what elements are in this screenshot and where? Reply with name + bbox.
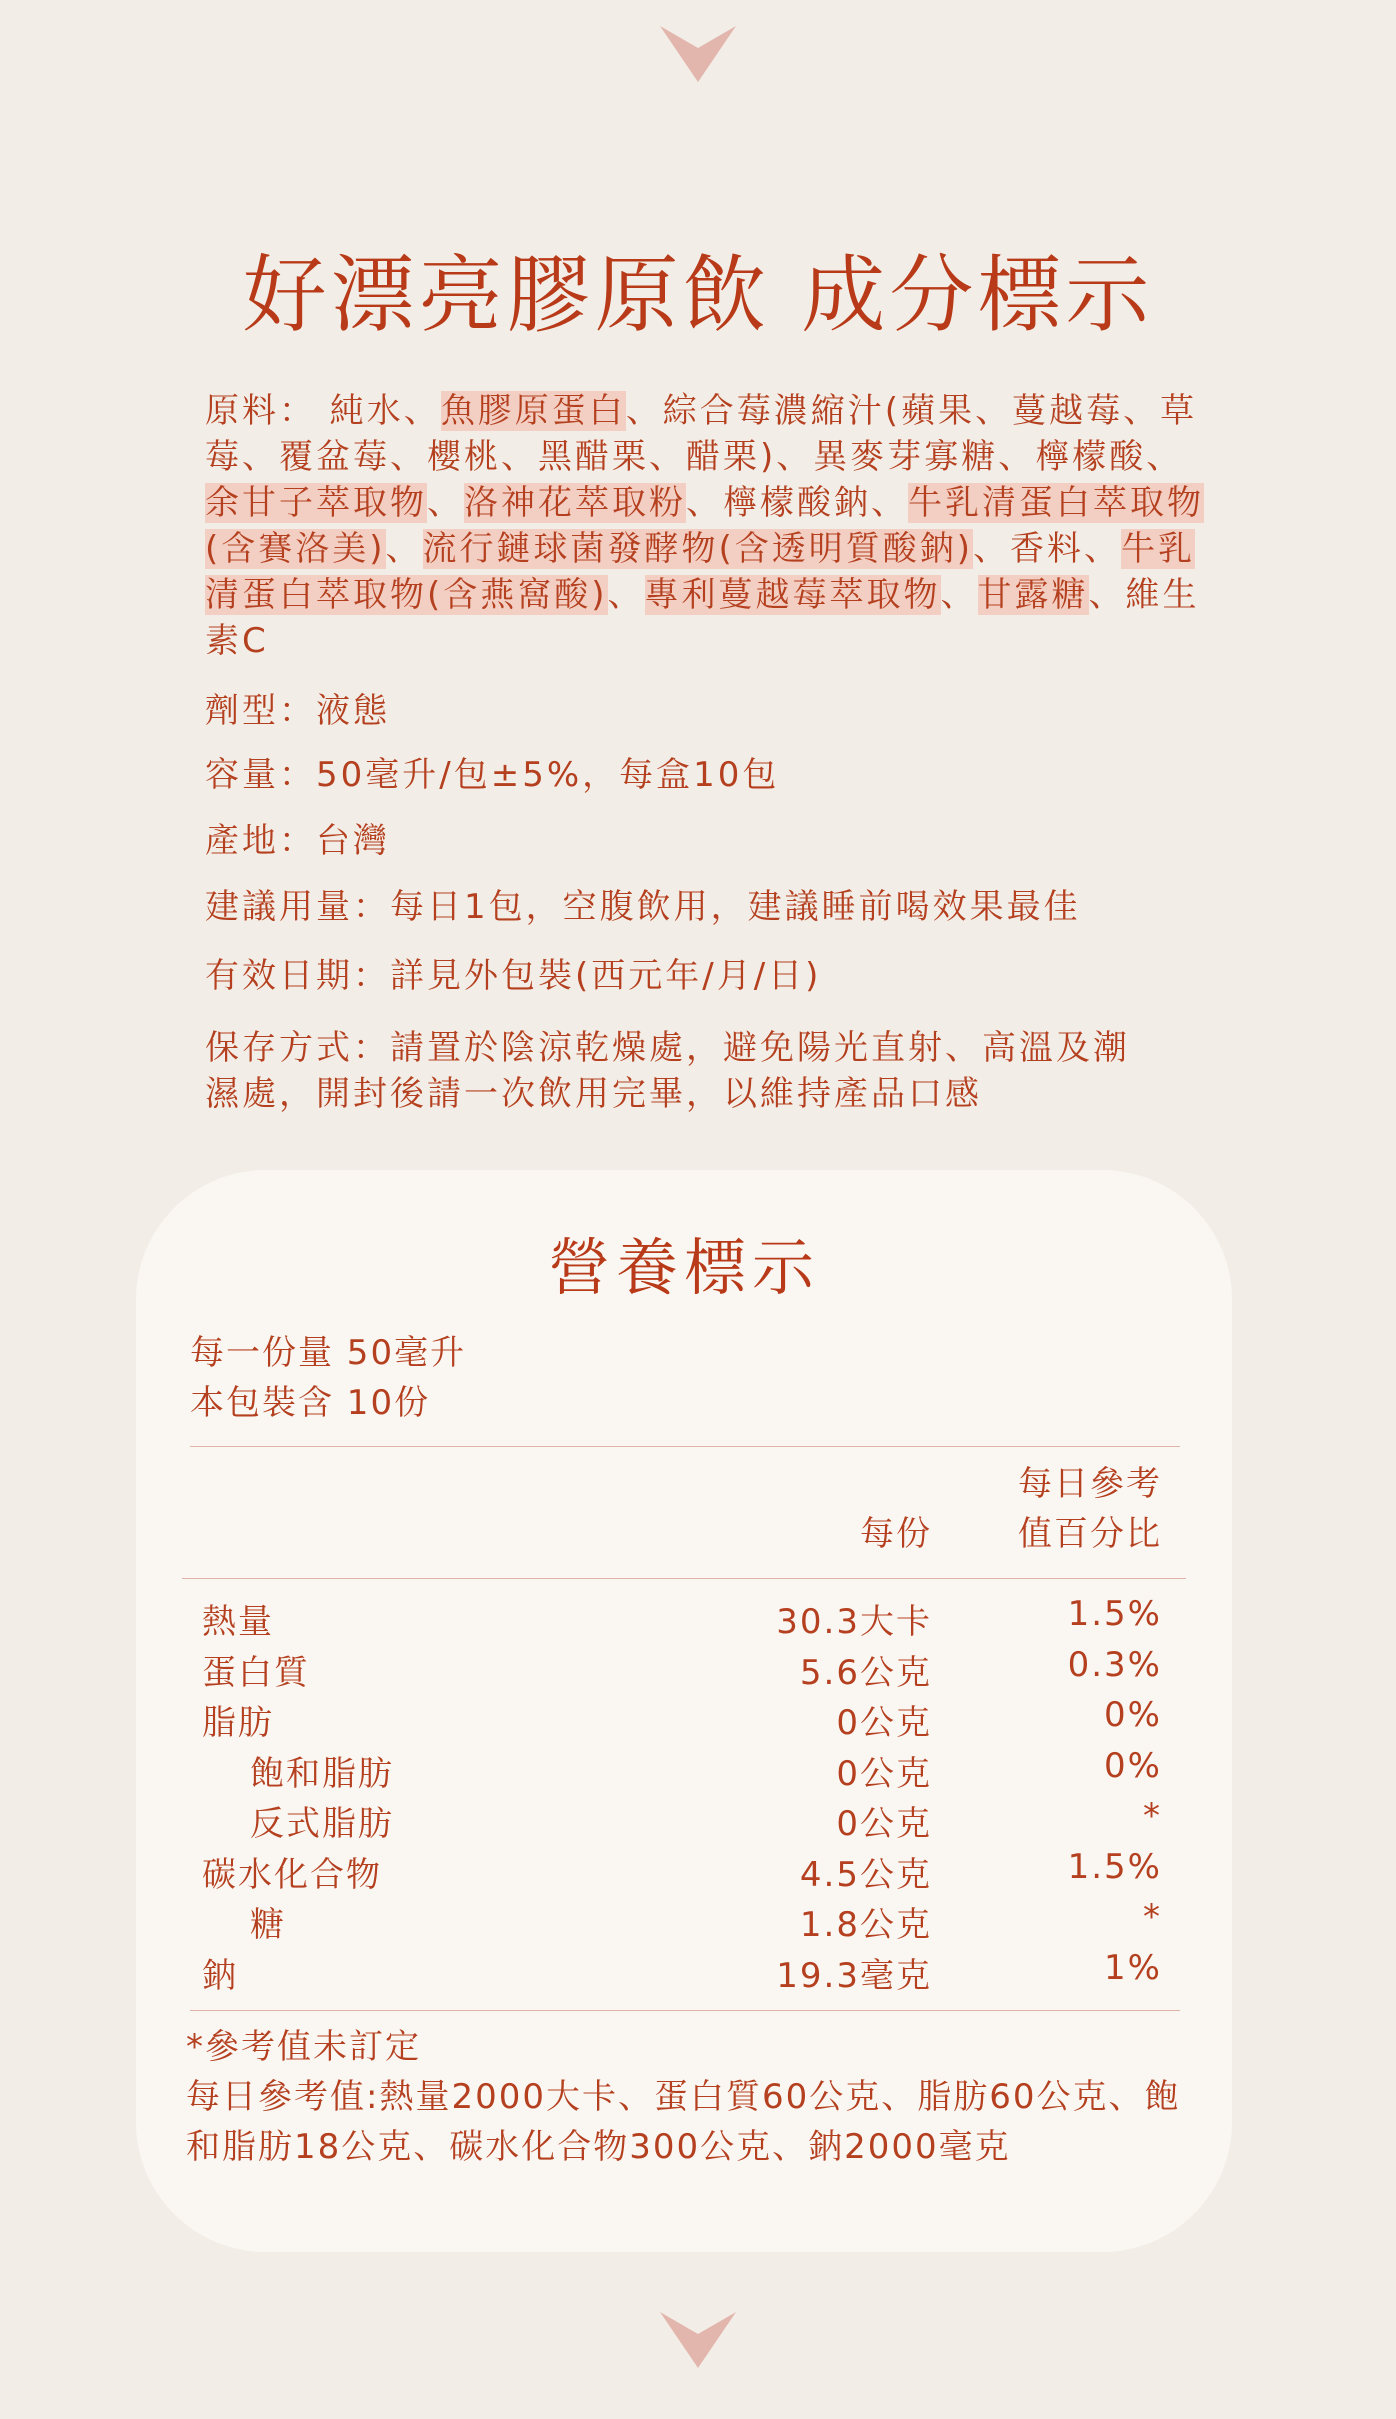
highlighted-ingredient: 牛乳清蛋白萃取物(含賽洛美): [205, 483, 1204, 569]
highlighted-ingredient: 魚膠原蛋白: [440, 391, 626, 431]
highlighted-ingredient: 余甘子萃取物: [205, 483, 427, 523]
nutrient-daily-pct: 0%: [1104, 1695, 1162, 1735]
nutrient-name: 糖: [250, 1905, 286, 1945]
serving-size: 每一份量 50毫升: [190, 1333, 467, 1373]
highlighted-ingredient: 專利蔓越莓萃取物: [644, 575, 941, 615]
nutrient-daily-pct: 0%: [1104, 1745, 1162, 1786]
nutrient-name: 鈉: [202, 1955, 238, 1996]
expiry-line: 有效日期：詳見外包裝(西元年/月/日): [205, 956, 822, 996]
nutrient-amount: 0公克: [836, 1703, 932, 1743]
chevron-down-icon: [660, 2312, 736, 2368]
nutrition-row: [136, 1695, 1232, 1745]
nutrition-row: [136, 1796, 1232, 1846]
footnote-daily-values: 每日參考值:熱量2000大卡、蛋白質60公克、脂肪60公克、飽和脂肪18公克、碳水化合物300公克、鈉2000毫克: [186, 2077, 1181, 2167]
origin-line: 產地：台灣: [205, 821, 390, 861]
col-daily-value-1: 每日參考: [1018, 1464, 1162, 1504]
nutrition-row: [136, 1948, 1232, 1998]
nutrient-amount: 0公克: [836, 1804, 932, 1844]
col-daily-value-2: 值百分比: [1018, 1514, 1162, 1554]
nutrient-daily-pct: *: [1143, 1897, 1162, 1937]
nutrient-name: 飽和脂肪: [250, 1753, 394, 1794]
highlighted-ingredient: 牛乳清蛋白萃取物(含燕窩酸): [205, 529, 1196, 615]
nutrition-card: [136, 1170, 1232, 2252]
nutrition-row: [136, 1645, 1232, 1695]
page-title: 好漂亮膠原飲 成分標示: [242, 246, 1154, 344]
volume-line: 容量：50毫升/包±5%，每盒10包: [205, 755, 780, 795]
nutrient-amount: 19.3毫克: [776, 1955, 932, 1996]
nutrition-row: [136, 1594, 1232, 1644]
nutrition-title: 營養標示: [547, 1231, 820, 1304]
ingredient-text: 、檸檬酸鈉、: [686, 483, 908, 523]
storage-line: 保存方式：請置於陰涼乾燥處，避免陽光直射、高溫及潮濕處，開封後請一次飲用完畢，以維持產品口感: [205, 1028, 1130, 1114]
usage-line: 建議用量：每日1包，空腹飲用，建議睡前喝效果最佳: [205, 887, 1081, 927]
nutrient-amount: 0公克: [836, 1753, 932, 1794]
nutrition-row: [136, 1746, 1232, 1796]
nutrient-daily-pct: *: [1143, 1796, 1162, 1836]
ingredient-text: 原料： 純水、: [205, 391, 441, 431]
chevron-down-icon: [660, 26, 736, 82]
nutrient-name: 碳水化合物: [202, 1854, 382, 1895]
highlighted-ingredient: 甘露糖: [977, 575, 1089, 615]
highlighted-ingredient: 洛神花萃取粉: [464, 483, 686, 523]
divider: [182, 1578, 1186, 1579]
nutrient-daily-pct: 1.5%: [1067, 1846, 1162, 1887]
ingredient-text: 、: [607, 575, 645, 615]
ingredient-text: 、香料、: [973, 529, 1122, 569]
ingredient-text: 、: [427, 483, 464, 523]
ingredient-text: 、: [385, 529, 423, 569]
divider: [190, 2010, 1180, 2011]
servings-per-package: 本包裝含 10份: [190, 1383, 431, 1423]
nutrient-amount: 4.5公克: [799, 1854, 932, 1895]
highlighted-ingredient: 流行鏈球菌發酵物(含透明質酸鈉): [422, 529, 974, 569]
nutrient-amount: 30.3大卡: [776, 1602, 932, 1642]
nutrient-daily-pct: 1.5%: [1067, 1594, 1162, 1634]
footnote-undefined: *參考值未訂定: [186, 2027, 421, 2067]
nutrient-daily-pct: 0.3%: [1067, 1644, 1162, 1685]
nutrition-row: [136, 1847, 1232, 1897]
ingredient-text: 、綜合莓濃縮汁(蘋果、蔓越莓、草莓、覆盆莓、櫻桃、黑醋栗、醋栗)、異麥芽寡糖、檸檬酸、: [205, 391, 1198, 477]
form-line: 劑型：液態: [205, 691, 390, 731]
divider: [190, 1446, 1180, 1447]
ingredient-text: 、: [940, 575, 978, 615]
col-per-serving: 每份: [860, 1514, 932, 1554]
nutrient-name: 脂肪: [202, 1703, 274, 1743]
nutrient-name: 熱量: [202, 1602, 274, 1642]
nutrient-amount: 1.8公克: [799, 1905, 932, 1945]
nutrient-daily-pct: 1%: [1104, 1947, 1162, 1988]
nutrient-amount: 5.6公克: [799, 1652, 932, 1693]
nutrition-row: [136, 1897, 1232, 1947]
ingredients-list: [205, 388, 1205, 664]
ingredient-text: 、維生素C: [205, 575, 1200, 661]
nutrient-name: 蛋白質: [202, 1652, 310, 1693]
nutrient-name: 反式脂肪: [250, 1804, 394, 1844]
